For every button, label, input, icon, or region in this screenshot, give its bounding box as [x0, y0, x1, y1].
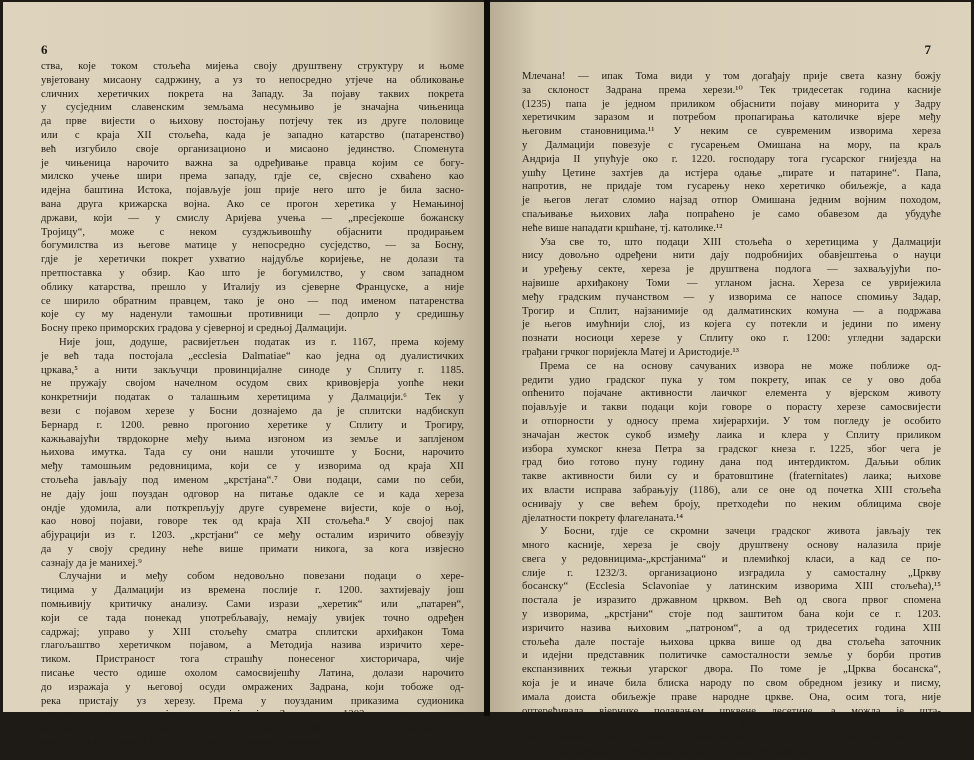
text-line: Млечана! — ипак Тома види у том догађају прије света казну божју — [522, 71, 941, 82]
text-line: у сусједним славенским земљама несумњиво је значајна чињеница — [41, 102, 464, 114]
text-line: оснивају у све већем броју, претходећи по неким облицима својe — [522, 498, 941, 510]
text-line: је његов имућнији слој, из којега су потекли и једини по имену — [522, 319, 941, 331]
text-line: држави, који — у смислу Аријева учења — „пресјекоше божанску — [41, 212, 464, 224]
right-page — [490, 2, 971, 759]
text-line: и идејни представник политичке самосталности земље у борби против — [522, 650, 941, 662]
paragraph — [41, 336, 464, 571]
text-line: је чињеница нарочито важна за одређивање правца којим се богу- — [41, 157, 464, 169]
text-line: дјелатности покрету флагеланата.¹⁴ — [522, 512, 684, 524]
text-line: богумилства из његове матице у непосредно сусједство, — за Босну, — [41, 240, 464, 252]
text-line: Уза све то, што подаци XIII стољећа о херетицима у Далмацији — [540, 236, 941, 248]
text-line: неће више нападати кршћане, тј. католике.¹² — [522, 222, 723, 234]
text-line: појављује и такви подаци који говоре о порасту херезе самосвијести — [522, 402, 941, 414]
paragraph — [41, 60, 464, 336]
text-line: писање често одише охолом самосвијешћу Латина, долази нарочито — [41, 668, 464, 680]
text-line: их власти исправа забрањују (1186), али се оне од почетка XIII стољећа — [522, 484, 941, 496]
text-line: садржај; управо у XIII стољећу сматра сплитски архиђакон Тома — [41, 626, 464, 638]
text-line: четврте крижарске војне, у којој је Задар г. 1202. постао жртвом — [41, 709, 464, 721]
paragraph — [522, 70, 941, 236]
text-line: ондје удомила, али поткрепљују друге сувремене вијести, које о њој, — [41, 502, 464, 514]
text-line: ушћу Цетине захтјев да истјера одање „пирате и патарине“. Папа, — [522, 167, 941, 179]
text-line: опћенито појачане активности лаичког елемента у вјерском животу — [522, 388, 941, 400]
text-line: босанску“ (Ecclesia Sclavoniae у латинским изворима XIII стољећа),¹⁵ — [522, 581, 941, 593]
text-line: да прве вијести о њихову постојању потјечу тек из друге половице — [41, 116, 464, 128]
text-line: избора хумског кнеза Петра за градског кнеза г. 1225, због чега је — [522, 443, 941, 455]
text-line: како јак би то аргумент био за оправдање насилничке политике — [41, 737, 330, 749]
text-line: (1235) папа је једном приликом објаснити појаву минорита у Задру — [522, 98, 941, 110]
paragraph — [522, 525, 941, 760]
text-line: конкретнији податак о талашњим херетицима у Далмацији.⁶ Тек у — [41, 392, 464, 404]
text-line: У Босни, гдје се скромни зачеци градског живота јављају тек — [540, 526, 941, 538]
text-line: претпоставка у обзир. Као што је богумилство, у свом западном — [41, 267, 464, 279]
text-line: као новој појави, говоре тек од краја XII стољећа.⁸ У својој пак — [41, 516, 464, 528]
page-body — [41, 60, 464, 749]
paragraph — [41, 570, 464, 749]
text-line: је његов легат сломио најзад отпор Омишана једним војним походом, — [522, 195, 941, 207]
text-line: тиком. Пристраност тога страшћу понесеног хисторичара, чије — [41, 654, 464, 666]
text-line: увјетовану мисаону садржину, а уз то непосредно утјече на обликовање — [41, 74, 464, 86]
text-line: Тројицу“, може с неком сузджљивошћу објаснити продирањем — [41, 226, 464, 238]
text-line: вана друга крижарска војна. Ако се прогон херетика у Немањиној — [41, 198, 464, 210]
text-line: Није још, додуше, расвијетљен податак из г. 1167, према којему — [59, 336, 464, 348]
text-line: слије г. 1232/3. организационо изградила у самосталну „Цркву — [522, 567, 941, 579]
text-line: највише архиђакону Томи — угланом јасна. Хереза се увријежила — [522, 277, 941, 289]
text-line: Према се на основу сачуваних извора не може поближе од- — [540, 360, 941, 372]
text-line: међу градским пучанством — у изворима се напосе спомињу Задар, — [522, 291, 941, 303]
text-line: њихова имутка. Тада су они нашли уточиште у Босни, нарочито — [41, 447, 464, 459]
text-line: млетачке уцјене, нема алузије на неку херезу његових грађана — — [41, 723, 464, 735]
text-line: редити удио градског пука у том покрету, ипак се у ово доба — [522, 374, 941, 386]
text-line: грађани грчког поријекла Матеј и Аристодије.¹³ — [522, 346, 740, 358]
page-number: 7 — [924, 42, 931, 57]
text-line: изричито назива њиховим „патроном“, а од тридесетих година XIII — [522, 622, 941, 634]
page-body — [522, 70, 941, 759]
text-line: значајан жесток сукоб између лаика и клера у Сплиту приликом — [522, 429, 941, 441]
text-line: река пристају уз херезу. Према у поузданим приказима судионика — [41, 695, 464, 707]
text-line: Трогир и Сплит, најзанимије од далматинских комуна — а подржава — [522, 305, 941, 317]
text-line: тицима у Далмацији из времена послије г. 1200. захтијевају још — [41, 585, 464, 597]
text-line: много касније, хереза је своју друштвену основу налазила прије — [522, 540, 941, 552]
text-line: облику катарства, прешло у Италију из сјеверне Француске, а није — [41, 281, 464, 293]
text-line: имала доиста обиљежје праве народне цркве. Она, осим тога, није — [522, 691, 941, 703]
text-line: вези с појавом херезе у Босни дознајемо да је сплитски надбискуп — [41, 405, 464, 417]
text-line: свега у редовницима-„крстјанима“ и племићкој класи, а кад се по- — [522, 553, 941, 565]
left-page — [3, 2, 484, 749]
text-line: такве активности били су и братовштине (fraternitates) лаика; њихове — [522, 471, 941, 483]
text-line: милско учење шири према западу, гдје се, свјесно схваћено као — [41, 171, 464, 183]
text-line: цркава,⁵ а нити закључци провинцијалне синоде у Сплиту г. 1185. — [41, 364, 464, 376]
text-line: која је и иначе била блиска народу по свом обредном језику и писму, — [522, 678, 941, 690]
text-line: које су му наденули тамошњи противници — допрло у средишњу — [41, 309, 464, 321]
page-number: 6 — [41, 42, 48, 57]
text-line: експанзивних тежњи угарског двора. По томе је „Црква босанска“, — [522, 664, 941, 676]
text-line: његовим становницима.¹¹ У неким се сувременим изворима хереза — [522, 126, 941, 138]
text-line: идејна баштина Истока, појављује још прије него што је била засно- — [41, 185, 464, 197]
text-line: кажњавајући тврдокорне међу њима изгоном из земље и заплјеном — [41, 433, 464, 445]
text-line: спаљивање њихових лађа попраћено је само обавезом да убудуће — [522, 208, 941, 220]
text-line: у Далмацији повезује с гусарењем Омишана на мору, па краљ — [522, 139, 941, 151]
text-line: не пружају својом начелном осудом свих кривовјерја уопће неки — [41, 378, 464, 390]
text-line: за склоност Задрана према херези.¹⁰ Тек тридесетак година касније — [522, 84, 941, 96]
text-line: најтјешње повезана с феудалном класом, преузимајући јамство за — [522, 747, 822, 759]
text-line: сличних херетичких покрета на Западу. За појаву таквих покрета — [41, 88, 464, 100]
text-line: и уређењу секте, хереза је друштвена подлога — захваљујући по- — [522, 264, 941, 276]
text-line: се ширило обратним правцем, тако је оно — под именом патаренства — [41, 295, 464, 307]
text-line: оптерећивала вјернике подавањем црквене десетине, а можда је шта- — [522, 705, 941, 717]
text-line: била такођер без великога земљишног посједа. Уза све то била је — [522, 733, 941, 745]
text-line: више — према једном мишљењу које још подлијеже дискусији — — [522, 719, 941, 731]
text-line: херетичким заразом и потребом пропагирања католичке вјере међу — [522, 112, 941, 124]
text-line: већ изгубило своје организационо и мисаоно јединство. Споменута — [41, 143, 464, 155]
text-line: град био готово пуну годину дана под интердиктом. Даљњи облик — [522, 457, 941, 469]
text-line: је већ тада постојала „ecclesia Dalmatiae“ као једна од дуалистичких — [41, 350, 464, 362]
text-line: до изражаја у његовој осуди омражених Задрана, који тобоже од- — [41, 681, 464, 693]
text-line: напротив, не придаје том гусарењу неко херетичко обиљежје, а када — [522, 181, 941, 193]
text-line: који се тада понекад употребљавају, немају увијек точно одређен — [41, 612, 464, 624]
paragraph — [522, 360, 941, 526]
text-line: да у своју средину неће више примати никога, за кога извјесно — [41, 543, 464, 555]
text-line: или с краја XII стољећа, када је западно катарство (патаренство) — [41, 129, 464, 141]
text-line: помњивију критичку анализу. Сами изрази „херетик“ или „патарен“, — [41, 599, 464, 611]
text-line: гдје је херетички покрет ухватио најдубље коријење, не долази та — [41, 254, 464, 266]
text-line: не дају још поуздан одговор на питање одакле се и када хереза — [41, 488, 464, 500]
text-line: познати носиоци херезе у Сплиту око г. 1200: угледни задарски — [522, 333, 941, 345]
text-line: међу тамошњим редовницима, који се у изворима од краја XII — [41, 461, 464, 473]
text-line: глагољаштво херетичком појавом, а Методија назива изричито хере- — [41, 640, 464, 652]
text-line: абјурацији из г. 1203. „крстјани“ се међу осталим изричито обвезују — [41, 530, 464, 542]
text-line: сазнају да је манихеј.⁹ — [41, 557, 142, 569]
text-line: и отпорности у односу према хијерархији. У том погледу је особито — [522, 415, 941, 427]
text-line: ства, које током стољећа мијења своју друштвену структуру и њоме — [41, 61, 464, 72]
text-line: у изворима, „крстјани“ стоје под заштитом бана који се г. 1203. — [522, 609, 941, 621]
text-line: стољећа јављају под именом „крстјана“.⁷ Ови подаци, сами по себи, — [41, 474, 464, 486]
text-line: Случајни и међу собом недовољно повезани подаци о хере- — [59, 571, 464, 583]
text-line: Бернард г. 1200. ревно прогонио херетике у Сплиту и Трогиру, — [41, 419, 464, 431]
paragraph — [522, 236, 941, 360]
text-line: стољећа дале постаје њихова црква више од два стољећа заточник — [522, 636, 941, 648]
text-line: Андрија II упућује око г. 1220. господару тога гусарског гнијезда на — [522, 153, 941, 165]
text-line: Босну преко приморских градова у сјеверној и средњој Далмацији. — [41, 323, 347, 335]
text-line: нису довољно одређени нити дају подробнијих обавјештења о науци — [522, 250, 941, 262]
text-line: постала је изразито државном црквом. Већ од свога првог спомена — [522, 595, 941, 607]
